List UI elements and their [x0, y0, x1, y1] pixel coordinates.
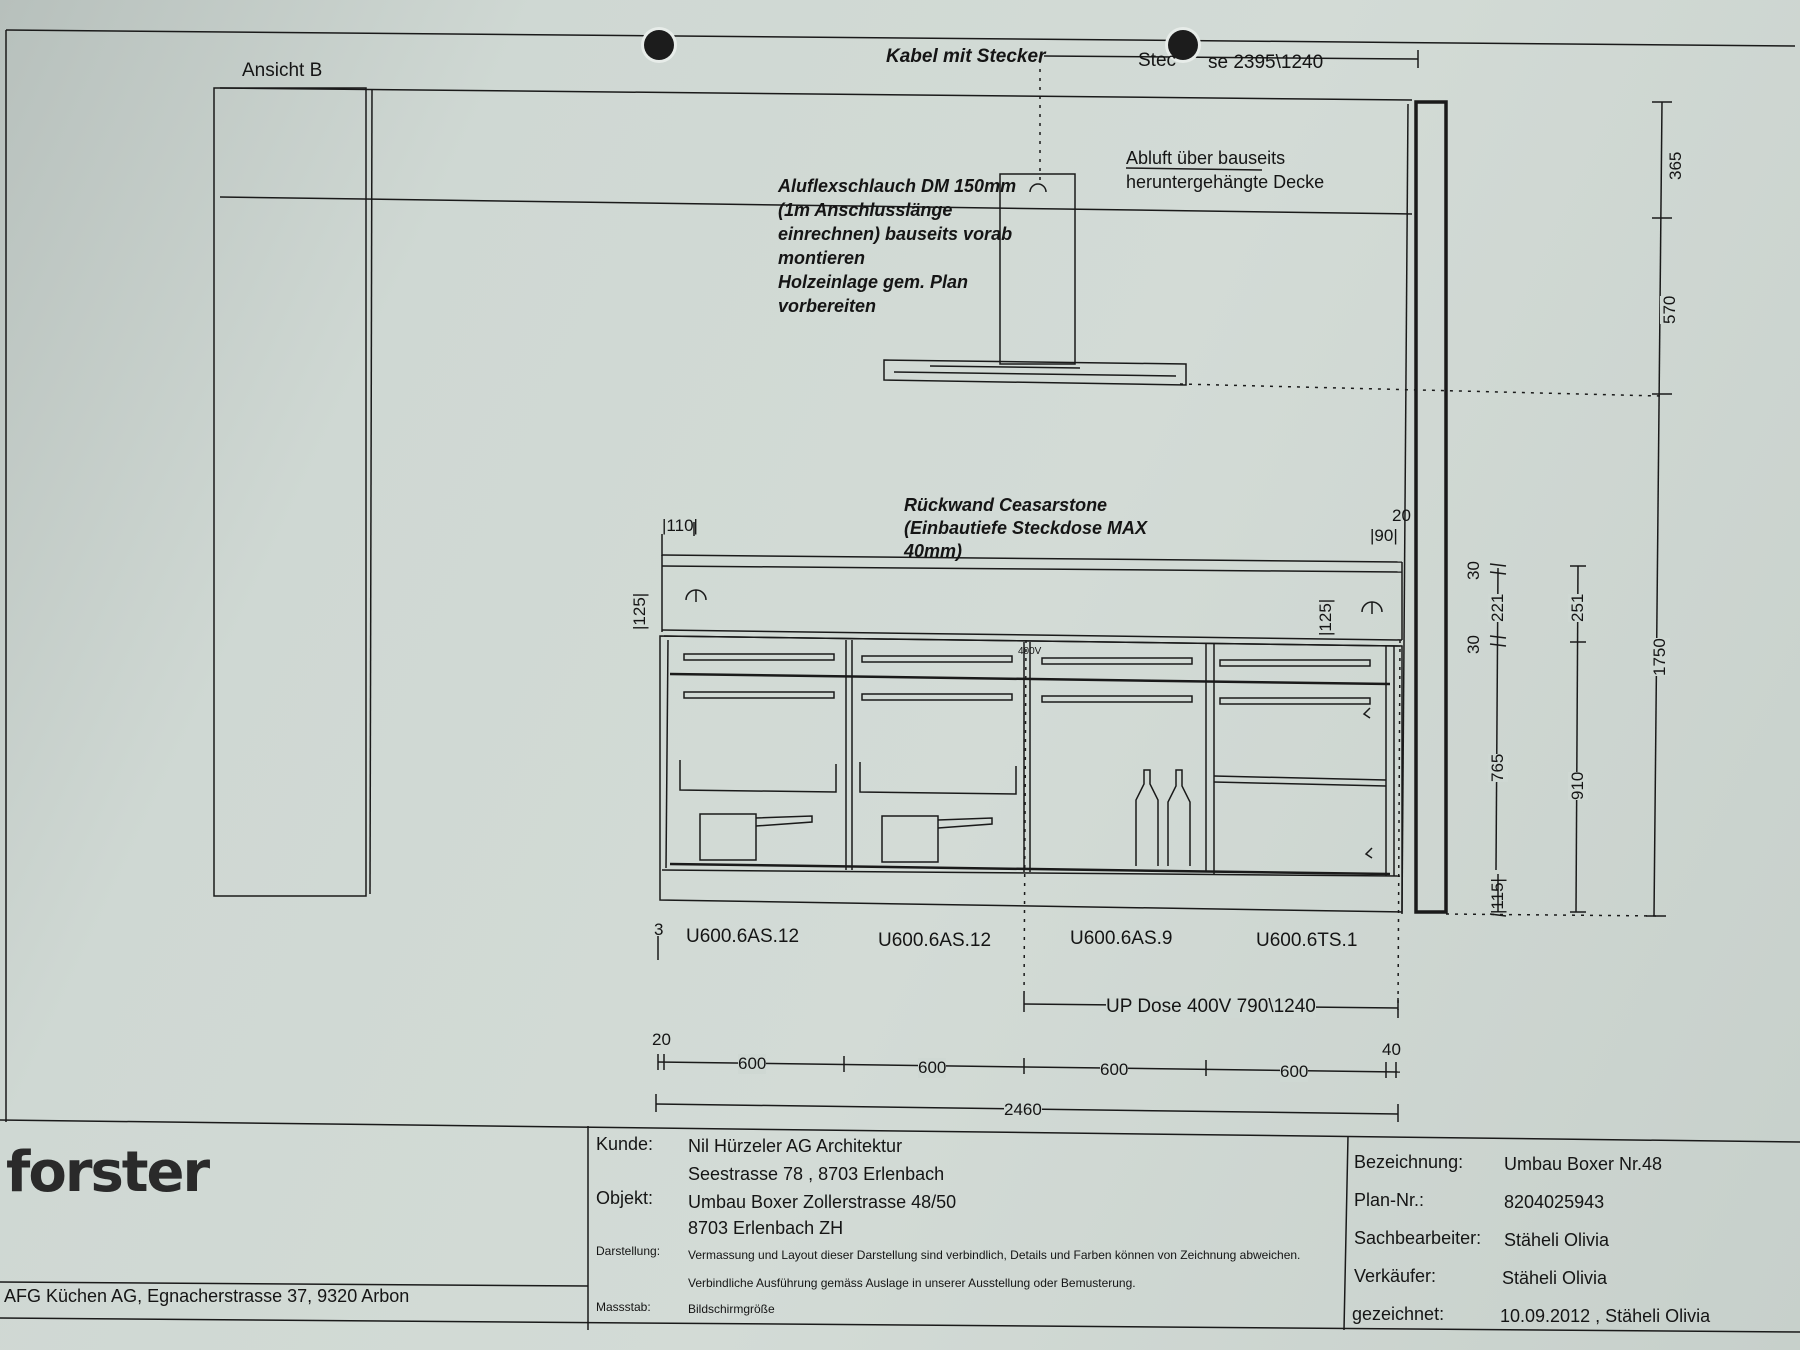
dim-total: 2460	[1004, 1100, 1042, 1119]
bezeichnung-label: Bezeichnung:	[1354, 1152, 1464, 1172]
dim-40: 40	[1382, 1040, 1401, 1059]
dim-600-3: 600	[1100, 1060, 1129, 1079]
socket-label-a: Stec	[1138, 50, 1177, 71]
left-wall	[214, 88, 366, 896]
hose-note-line: Holzeinlage gem. Plan	[778, 272, 969, 292]
hood-detail-1	[894, 372, 1176, 376]
verkaeufer-label: Verkäufer:	[1354, 1266, 1437, 1286]
dim-20-top: 20	[1392, 506, 1411, 525]
verkaeufer-value: Stäheli Olivia	[1502, 1268, 1608, 1288]
bezeichnung-value: Umbau Boxer Nr.48	[1504, 1154, 1663, 1174]
darstellung-label: Darstellung:	[596, 1244, 661, 1258]
hose-note	[778, 174, 1016, 318]
kunde-line2: Seestrasse 78 , 8703 Erlenbach	[688, 1164, 945, 1184]
counter-top-line	[662, 630, 1402, 640]
dim-125-right: |125|	[1316, 598, 1335, 636]
kunde-line1: Nil Hürzeler AG Architektur	[688, 1136, 903, 1156]
cabinet-label-2: U600.6AS.12	[878, 930, 992, 951]
punch-hole-1	[644, 30, 674, 60]
hose-note-line: vorbereiten	[778, 296, 877, 316]
hose-note-line: montieren	[778, 248, 866, 268]
exhaust-note-line: heruntergehängte Decke	[1126, 172, 1325, 192]
dim-365: 365	[1666, 151, 1685, 180]
backwall-note-line: 40mm)	[904, 541, 963, 561]
cabinet-label-4: U600.6TS.1	[1256, 930, 1358, 951]
plan-value: 8204025943	[1504, 1192, 1605, 1212]
tall-column	[1416, 102, 1446, 912]
massstab-value: Bildschirmgröße	[688, 1302, 775, 1316]
darstellung-line1: Vermassung und Layout dieser Darstellung sind verbindlich, Details und Farben können von Zeichnung abweichen.	[688, 1248, 1301, 1262]
view-label: Ansicht B	[242, 60, 323, 81]
dim-1750: 1750	[1650, 638, 1669, 676]
dim-765: 765	[1488, 753, 1507, 782]
sheet-frame	[6, 30, 1795, 46]
hose-note-line: Aluflexschlauch DM 150mm	[778, 176, 1017, 196]
dim-910: 910	[1568, 771, 1587, 800]
dim-3: 3	[654, 920, 664, 939]
exhaust-note	[1126, 146, 1324, 194]
backwall-note	[904, 494, 1147, 563]
dim-90: |90|	[1370, 526, 1398, 545]
dim-110: |110|	[662, 516, 698, 535]
hose-note-line: (1m Anschlusslänge	[778, 200, 953, 220]
cabinet-label-3: U600.6AS.9	[1070, 928, 1173, 949]
left-wall-inner	[370, 90, 372, 894]
dim-600-2: 600	[918, 1058, 947, 1077]
dim-570: 570	[1660, 295, 1679, 324]
bottle-2	[1168, 770, 1190, 866]
massstab-label: Massstab:	[596, 1300, 651, 1314]
objekt-label: Objekt:	[596, 1188, 654, 1208]
sachbearbeiter-label: Sachbearbeiter:	[1354, 1228, 1482, 1248]
darstellung-line2: Verbindliche Ausführung gemäss Auslage in unserer Ausstellung oder Bemusterung.	[688, 1276, 1136, 1290]
dim-600-4: 600	[1280, 1062, 1309, 1081]
socket-label-b: se 2395\1240	[1208, 52, 1324, 73]
dim-30-b: 30	[1464, 635, 1483, 654]
dim-30-a: 30	[1464, 561, 1483, 580]
cabinet-label-1: U600.6AS.12	[686, 926, 800, 947]
dim-251: 251	[1568, 593, 1587, 622]
dim-115: |115|	[1488, 878, 1507, 914]
bottle-1	[1136, 770, 1158, 866]
dim-221: 221	[1488, 593, 1507, 622]
cable-label: Kabel mit Stecker	[886, 46, 1046, 67]
worktop-top-2	[662, 566, 1402, 572]
objekt-line2: 8703 Erlenbach ZH	[688, 1218, 844, 1238]
up-dose-label: UP Dose 400V 790\1240	[1106, 996, 1316, 1017]
backwall-note-line: Rückwand Ceasarstone	[904, 495, 1108, 515]
company-address: AFG Küchen AG, Egnacherstrasse 37, 9320 Arbon	[4, 1286, 410, 1306]
gezeichnet-label: gezeichnet:	[1352, 1304, 1445, 1324]
plan-label: Plan-Nr.:	[1354, 1190, 1425, 1210]
socket-right	[1362, 602, 1382, 614]
ceiling-line	[220, 88, 1412, 100]
hood-connector	[1030, 184, 1046, 192]
hose-note-line: einrechnen) bauseits vorab	[778, 224, 1013, 244]
dim-125-left: |125|	[630, 592, 649, 630]
objekt-line1: Umbau Boxer Zollerstrasse 48/50	[688, 1192, 957, 1212]
kunde-label: Kunde:	[596, 1134, 654, 1154]
exhaust-note-line: Abluft über bauseits	[1126, 148, 1286, 168]
forster-logo: forster	[6, 1140, 209, 1205]
gezeichnet-value: 10.09.2012 , Stäheli Olivia	[1500, 1306, 1711, 1326]
sachbearbeiter-value: Stäheli Olivia	[1504, 1230, 1610, 1250]
dim-600-1: 600	[738, 1054, 767, 1073]
dim-20-bottom: 20	[652, 1030, 671, 1049]
hood-detail-2	[930, 366, 1080, 368]
backwall-note-line: (Einbautiefe Steckdose MAX	[904, 518, 1148, 538]
dim-400v: 400V	[1018, 646, 1042, 657]
socket-left	[686, 590, 706, 602]
